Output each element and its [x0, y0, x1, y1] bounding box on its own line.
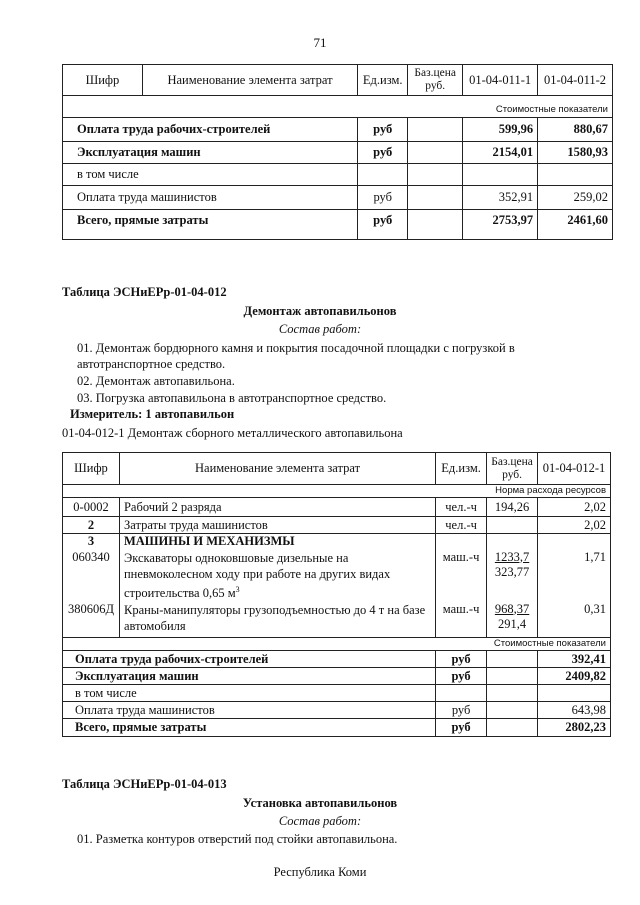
- cost-name: Эксплуатация машин: [63, 142, 358, 164]
- resource-code: 060340: [63, 550, 120, 602]
- cost-name: Оплата труда машинистов: [63, 702, 436, 719]
- column-header: Баз.цена руб.: [487, 453, 538, 485]
- table-header-row: [63, 453, 611, 485]
- cost-unit: руб: [436, 702, 487, 719]
- cost-value: 392,41: [538, 651, 611, 668]
- cost-value: 2802,23: [538, 719, 611, 737]
- column-header: Баз.цена руб.: [408, 65, 463, 96]
- resource-value: 0,31: [538, 602, 611, 638]
- resource-value: 1,71: [538, 550, 611, 602]
- resource-unit: чел.-ч: [436, 517, 487, 534]
- cost-name: Оплата труда рабочих-строителей: [63, 651, 436, 668]
- work-item: 03. Погрузка автопавильона в автотранспортное средство.: [77, 391, 387, 405]
- work-item: автотранспортное средство.: [77, 357, 226, 371]
- section-subheading: Состав работ:: [278, 322, 362, 336]
- section-heading: Демонтаж автопавильонов: [243, 304, 397, 318]
- table-title: Таблица ЭСНиЕРр-01-04-012: [62, 285, 227, 299]
- resource-code: 0-0002: [63, 498, 120, 517]
- resource-price: [487, 550, 538, 602]
- column-header: Ед.изм.: [358, 65, 408, 96]
- table-row: [63, 702, 611, 719]
- price-bottom: 291,4: [498, 616, 527, 631]
- section-label: Стоимостные показатели: [63, 638, 611, 651]
- table-row: [63, 210, 613, 240]
- price-top: 968,37: [494, 601, 530, 616]
- cost-value: 2461,60: [538, 210, 613, 240]
- table-row: [63, 118, 613, 142]
- table-row: [63, 719, 611, 737]
- column-header: Ед.изм.: [436, 453, 487, 485]
- resource-value: 2,02: [538, 498, 611, 517]
- column-header: Шифр: [63, 453, 120, 485]
- resource-unit: маш.-ч: [436, 550, 487, 602]
- price-top: 1233,7: [494, 549, 530, 564]
- cost-name: Всего, прямые затраты: [63, 210, 358, 240]
- code-line: 01-04-012-1 Демонтаж сборного металлического автопавильона: [62, 426, 403, 440]
- cost-name: Оплата труда рабочих-строителей: [63, 118, 358, 142]
- work-item: 02. Демонтаж автопавильона.: [77, 374, 235, 388]
- cost-unit: руб: [358, 142, 408, 164]
- resource-table-01-04-012: [62, 452, 611, 737]
- table-header-row: [63, 65, 613, 96]
- column-header: 01-04-012-1: [538, 453, 611, 485]
- cost-unit: руб: [358, 186, 408, 210]
- table-row: [63, 534, 611, 550]
- cost-unit: руб: [436, 719, 487, 737]
- price-bottom: 323,77: [494, 564, 530, 579]
- cost-value: 352,91: [463, 186, 538, 210]
- section-label-row: [63, 485, 611, 498]
- cost-unit: руб: [436, 651, 487, 668]
- column-header: 01-04-011-1: [463, 65, 538, 96]
- meter-label: Измеритель: 1 автопавильон: [70, 407, 235, 421]
- table-row: [63, 186, 613, 210]
- resource-code: 2: [63, 517, 120, 534]
- cost-table-01-04-011: [62, 64, 613, 240]
- cost-value: 599,96: [463, 118, 538, 142]
- section-label-row: [63, 96, 613, 118]
- section-label: Норма расхода ресурсов: [63, 485, 611, 498]
- group-title: МАШИНЫ И МЕХАНИЗМЫ: [119, 534, 435, 550]
- resource-price: 194,26: [487, 498, 538, 517]
- cost-value: 259,02: [538, 186, 613, 210]
- work-item: 01. Разметка контуров отверстий под стойки автопавильона.: [77, 832, 398, 846]
- table-row: [63, 164, 613, 186]
- table-row: [63, 602, 611, 638]
- footer-text: Республика Коми: [273, 865, 367, 879]
- resource-code: 380606Д: [63, 602, 120, 638]
- cost-value: 643,98: [538, 702, 611, 719]
- section-label-row: [63, 638, 611, 651]
- cost-value: 1580,93: [538, 142, 613, 164]
- table-row: [63, 517, 611, 534]
- column-header: Наименование элемента затрат: [119, 453, 435, 485]
- table-row: [63, 550, 611, 602]
- column-header: 01-04-011-2: [538, 65, 613, 96]
- resource-unit: маш.-ч: [436, 602, 487, 638]
- resource-name: Экскаваторы одноковшовые дизельные на пневмоколесном ходу при работе на других видах строительства 0,65 $м^3$: [119, 550, 435, 602]
- work-item: 01. Демонтаж бордюрного камня и покрытия посадочной площадки с погрузкой в: [77, 341, 515, 355]
- resource-name: Краны-манипуляторы грузоподъемностью до 4 т на базе автомобиля: [119, 602, 435, 638]
- section-subheading: Состав работ:: [278, 814, 362, 828]
- page-number: 71: [313, 35, 327, 50]
- resource-name: Затраты труда машинистов: [119, 517, 435, 534]
- cost-unit: руб: [358, 118, 408, 142]
- cost-name: Всего, прямые затраты: [63, 719, 436, 737]
- table-row: [63, 651, 611, 668]
- table-row: [63, 498, 611, 517]
- cost-value: 2753,97: [463, 210, 538, 240]
- cost-unit: руб: [436, 668, 487, 685]
- section-label: Стоимостные показатели: [63, 96, 613, 118]
- cost-name: в том числе: [63, 164, 358, 186]
- cost-value: 2409,82: [538, 668, 611, 685]
- table-row: [63, 668, 611, 685]
- resource-unit: чел.-ч: [436, 498, 487, 517]
- section-heading: Установка автопавильонов: [242, 796, 398, 810]
- resource-code: 3: [63, 534, 120, 550]
- table-title: Таблица ЭСНиЕРр-01-04-013: [62, 777, 227, 791]
- table-row: [63, 685, 611, 702]
- cost-name: Оплата труда машинистов: [63, 186, 358, 210]
- cost-value: 880,67: [538, 118, 613, 142]
- resource-price: [487, 602, 538, 638]
- cost-value: 2154,01: [463, 142, 538, 164]
- table-row: [63, 142, 613, 164]
- cost-name: в том числе: [63, 685, 436, 702]
- cost-name: Эксплуатация машин: [63, 668, 436, 685]
- column-header: Шифр: [63, 65, 143, 96]
- cost-unit: руб: [358, 210, 408, 240]
- column-header: Наименование элемента затрат: [142, 65, 357, 96]
- resource-value: 2,02: [538, 517, 611, 534]
- resource-name: Рабочий 2 разряда: [119, 498, 435, 517]
